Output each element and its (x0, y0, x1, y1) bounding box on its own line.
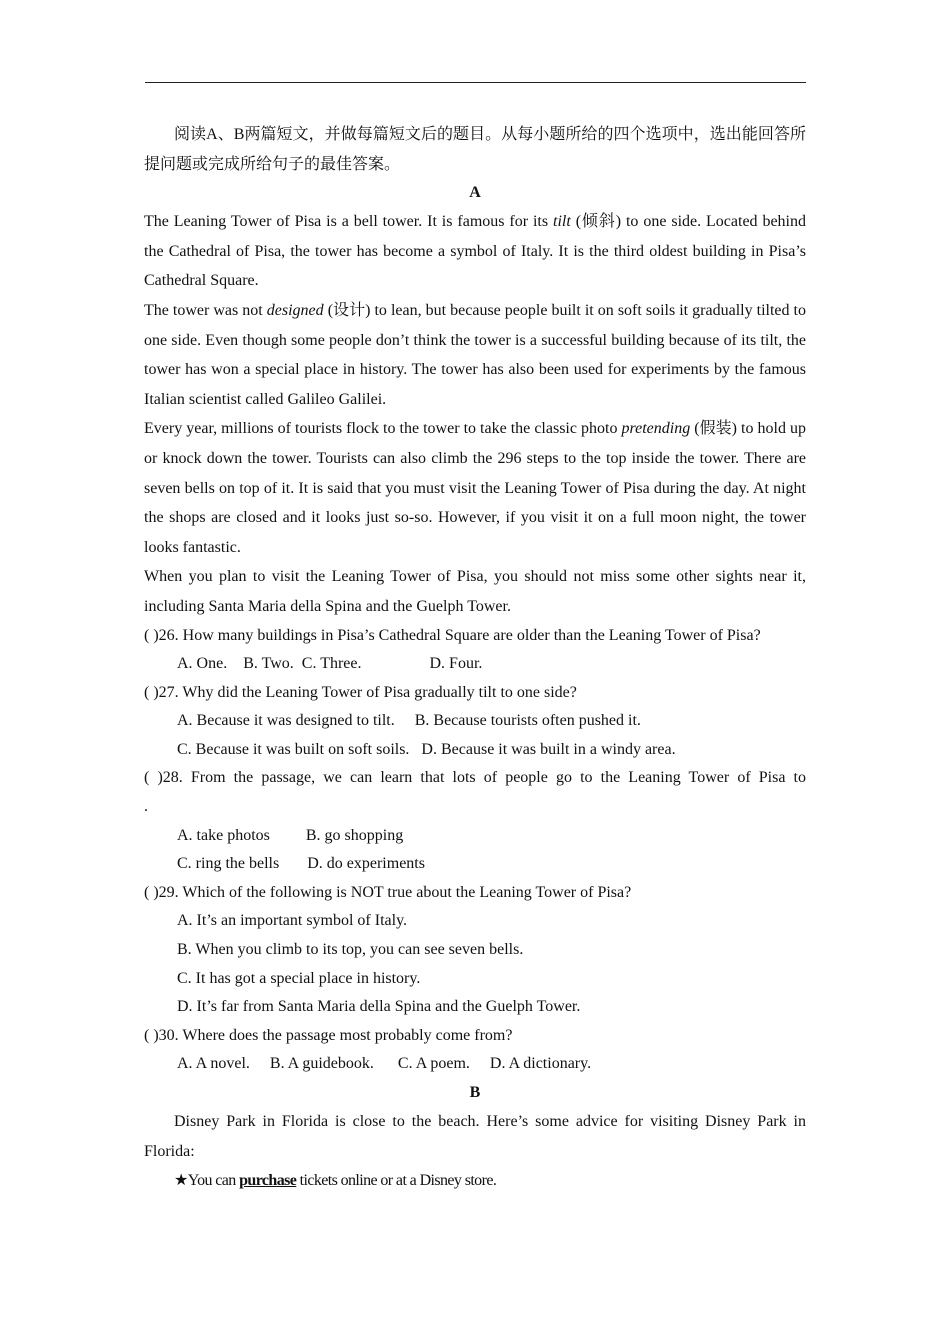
passage-a-paragraph-3 (144, 414, 806, 562)
text-span: The Leaning Tower of Pisa is a bell tower. It is famous for its (144, 213, 553, 231)
question-stem: ( )27. Why did the Leaning Tower of Pisa gradually tilt to one side? (144, 683, 577, 701)
passage-a-paragraph-2 (144, 296, 806, 414)
advice-bullet (144, 1166, 806, 1196)
text-span: The tower was not (144, 301, 267, 319)
question-stem: ( )28. From the passage, we can learn that lots of people go to the Leaning Tower of Pisa to (144, 769, 806, 787)
question-stem: ( )30. Where does the passage most probably come from? (144, 1026, 513, 1044)
text-span: (倾斜) to one side. Located behind the Cathedral of Pisa, the tower has become a symbol of Italy. It is the third oldest building in Pisa’s Cathedral Square. (144, 213, 806, 290)
question-28 (144, 764, 806, 878)
header-rule (145, 82, 806, 83)
question-26 (144, 622, 806, 679)
question-options: A. A novel. B. A guidebook. C. A poem. D. A dictionary. (177, 1055, 592, 1073)
text-span: tickets online or at a Disney store. (296, 1172, 497, 1190)
question-stem: ( )29. Which of the following is NOT true about the Leaning Tower of Pisa? (144, 883, 632, 901)
section-b-heading: B (469, 1084, 481, 1101)
text-span: (设计) to lean, but because people built it on soft soils it gradually tilted to one side. Even though some people don’t think the tower is a successful building because of its tilt, the tower has won a special place in history. The tower has also been used for experiments by the famous Italian scientist called Galileo Galilei. (144, 301, 806, 408)
star-icon: ★ (174, 1172, 188, 1190)
passage-a-paragraph-1 (144, 207, 806, 296)
question-options: D. It’s far from Santa Maria della Spina and the Guelph Tower. (177, 998, 581, 1016)
underlined-term: purchase (239, 1172, 297, 1190)
instructions: 阅读A、B两篇短文，并做每篇短文后的题目。从每小题所给的四个选项中，选出能回答所提问题或完成所给句子的最佳答案。 (144, 126, 806, 173)
text-span: (假装) to hold up or knock down the tower. Tourists can also climb the 296 steps to the top inside the tower. There are seven bells on top of it. It is said that you must visit the Leaning Tower of Pisa during the day. At night the shops are closed and it looks just so-so. However, if you visit it on a full moon night, the tower looks fantastic. (144, 420, 806, 556)
question-30 (144, 1022, 806, 1079)
glossed-term: pretending (621, 420, 691, 438)
question-options: A. It’s an important symbol of Italy. (177, 912, 408, 930)
question-29 (144, 879, 806, 1022)
question-stem: ( )26. How many buildings in Pisa’s Cathedral Square are older than the Leaning Tower of Pisa? (144, 626, 761, 644)
document-page (144, 120, 806, 1196)
question-options: A. One. B. Two. C. Three. D. Four. (177, 655, 483, 673)
question-options: C. Because it was built on soft soils. D. Because it was built in a windy area. (177, 740, 676, 758)
question-options: A. Because it was designed to tilt. B. Because tourists often pushed it. (177, 712, 641, 730)
section-a-heading: A (469, 184, 481, 202)
question-27 (144, 679, 806, 765)
question-options: A. take photos B. go shopping (177, 826, 404, 844)
question-options: C. It has got a special place in history. (177, 969, 421, 987)
question-stem-end: . (144, 798, 148, 816)
text-span: You can (187, 1172, 240, 1190)
question-options: B. When you climb to its top, you can see seven bells. (177, 941, 524, 959)
glossed-term: tilt (553, 213, 571, 231)
passage-a-paragraph-4: When you plan to visit the Leaning Tower of Pisa, you should not miss some other sights near it, including Santa Maria della Spina and the Guelph Tower. (144, 568, 806, 615)
passage-b-paragraph-1: Disney Park in Florida is close to the beach. Here’s some advice for visiting Disney Park in Florida: (144, 1113, 806, 1160)
text-span: Every year, millions of tourists flock to the tower to take the classic photo (144, 420, 622, 438)
glossed-term: designed (266, 301, 324, 319)
question-options: C. ring the bells D. do experiments (177, 855, 425, 873)
